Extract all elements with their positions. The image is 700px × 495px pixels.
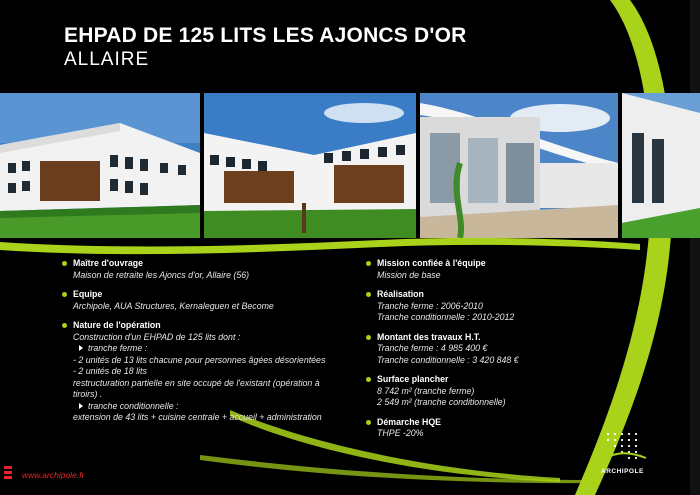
info-item-mission (366, 258, 596, 281)
info-line: restructuration partielle en site occupé de l'existant (opération à (73, 377, 320, 388)
info-item-montant-travaux (366, 332, 596, 367)
arrow-bullet-icon (79, 345, 83, 351)
building-photo-3 (420, 93, 618, 238)
info-item-maitre-ouvrage (62, 258, 362, 281)
info-heading: Montant des travaux H.T. (366, 332, 596, 344)
logo-text: ARCHIPOLE (601, 468, 644, 475)
archipole-mark-icon (4, 466, 12, 480)
info-heading: Démarche HQE (366, 417, 596, 429)
info-line: Mission de base (377, 269, 441, 280)
info-item-demarche-hqe (366, 417, 596, 440)
info-item-realisation (366, 289, 596, 324)
info-column-left (62, 258, 362, 432)
info-item-nature-operation (62, 320, 362, 424)
info-line: Construction d'un EHPAD de 125 lits dont : (73, 331, 241, 342)
info-heading: Equipe (62, 289, 362, 301)
info-line: Archipole, AUA Structures, Kernaleguen et Become (73, 300, 274, 311)
info-line: tranche conditionnelle : (62, 401, 362, 413)
info-line: 2 549 m² (tranche conditionnelle) (377, 397, 506, 407)
info-line: Tranche ferme : 4 985 400 € (377, 343, 488, 353)
info-line: tranche ferme : (62, 343, 362, 355)
info-line: extension de 43 lits + cuisine centrale + accueil + administration (73, 412, 322, 422)
info-heading: Maître d'ouvrage (62, 258, 362, 270)
page-title: EHPAD DE 125 LITS LES AJONCS D'OR (64, 24, 467, 47)
info-heading: Réalisation (366, 289, 596, 301)
website-link[interactable]: www.archipole.fr (22, 470, 85, 480)
page-subtitle: ALLAIRE (64, 49, 150, 70)
arrow-bullet-icon (79, 403, 83, 409)
info-line: - 2 unités de 13 lits chacune pour personnes âgées désorientées (73, 354, 326, 365)
building-photo-1 (0, 93, 200, 238)
info-item-surface-plancher (366, 374, 596, 409)
info-line: tiroirs) . (73, 389, 103, 399)
info-line: Tranche conditionnelle : 3 420 848 € (377, 354, 519, 365)
info-line: - 2 unités de 18 lits (73, 366, 147, 376)
building-photo-2 (204, 93, 416, 238)
info-heading: Nature de l'opération (62, 320, 362, 332)
info-line: Maison de retraite les Ajoncs d'or, Allaire (56) (73, 269, 250, 280)
photo-strip (0, 93, 700, 238)
info-heading: Surface plancher (366, 374, 596, 386)
info-line: Tranche conditionnelle : 2010-2012 (377, 312, 515, 322)
info-line: Tranche ferme : 2006-2010 (377, 300, 483, 311)
building-photo-4 (622, 93, 700, 238)
info-column-right (366, 258, 596, 448)
info-line: THPE -20% (377, 428, 424, 438)
info-line: 8 742 m² (tranche ferme) (377, 385, 475, 396)
info-item-equipe (62, 289, 362, 312)
info-heading: Mission confiée à l'équipe (366, 258, 596, 270)
